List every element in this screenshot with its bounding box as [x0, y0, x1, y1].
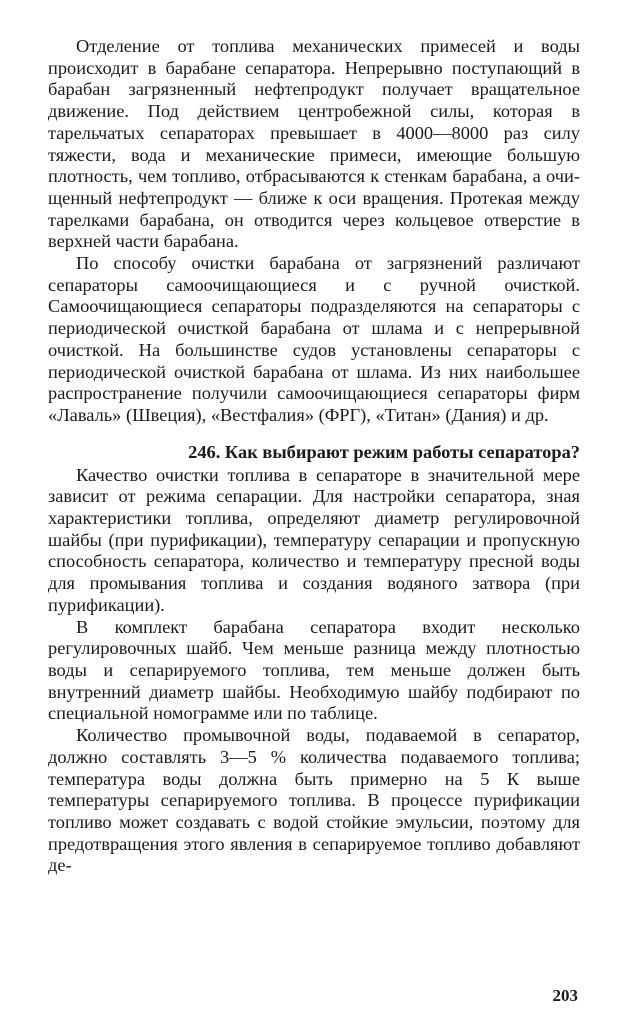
paragraph-separation-mode: Качество очистки топлива в сепараторе в значительной мере зависит от режима сепарации. Для настройки сепаратора, зная характеристики топлива, определяют диаметр регулировочной шайбы (при пурификации), температуру сепарации и пропускную способность сепаратора, количество и температуру пресной воды для промывания топлива и создания водяного затвора (при пурификации). — [48, 464, 580, 615]
paragraph-fuel-separation-process: Отделение от топлива механических примесей и воды происходит в барабане сепаратора. Непрерывно поступающий в барабан загрязненный нефтепродукт получает вращательное движение. Под действием центробежной силы, которая в тарельчатых сепараторах превышает в 4000—8000 раз силу тяжести, вода и механические примеси, имеющие большую плотность, чем топливо, отбрасываются к стенкам барабана, а очищенный нефтепродукт — ближе к оси вращения. Протекая между тарелками барабана, он отводится через кольцевое отверстие в верхней части барабана. — [48, 36, 580, 252]
page-number: 203 — [552, 986, 578, 1005]
section-heading-246: 246. Как выбирают режим работы сепаратора? — [188, 441, 580, 462]
paragraph-separator-types: По способу очистки барабана от загрязнений различают сепараторы самоочищающиеся и с ручной очисткой. Самоочищающиеся сепараторы подразделяются на сепараторы с периодической очисткой барабана от шлама и с непрерывной очисткой. На большинстве судов установлены сепараторы с периодической очисткой барабана от шлама. Из них наибольшее распространение получили самоочищающиеся сепараторы фирм «Лаваль» (Швеция), «Вестфалия» (ФРГ), «Титан» (Дания) и др. — [48, 253, 580, 425]
paragraph-wash-water: Количество промывочной воды, подаваемой в сепаратор, должно составлять 3—5 % количества подаваемого топлива; температура воды должна быть примерно на 5 К выше температуры сепарируемого топлива. В процессе пурификации топливо может создавать с водой стойкие эмульсии, поэтому для предотвращения этого явления в сепарируемое топливо добавляют де- — [48, 725, 580, 876]
paragraph-adjusting-washers: В комплект барабана сепаратора входит несколько регулировочных шайб. Чем меньше разница между плотностью воды и сепарируемого топлива, тем меньше должен быть внутренний диаметр шайбы. Необходимую шайбу подбирают по специальной номограмме или по таблице. — [48, 616, 580, 724]
page-text-column — [48, 36, 580, 877]
